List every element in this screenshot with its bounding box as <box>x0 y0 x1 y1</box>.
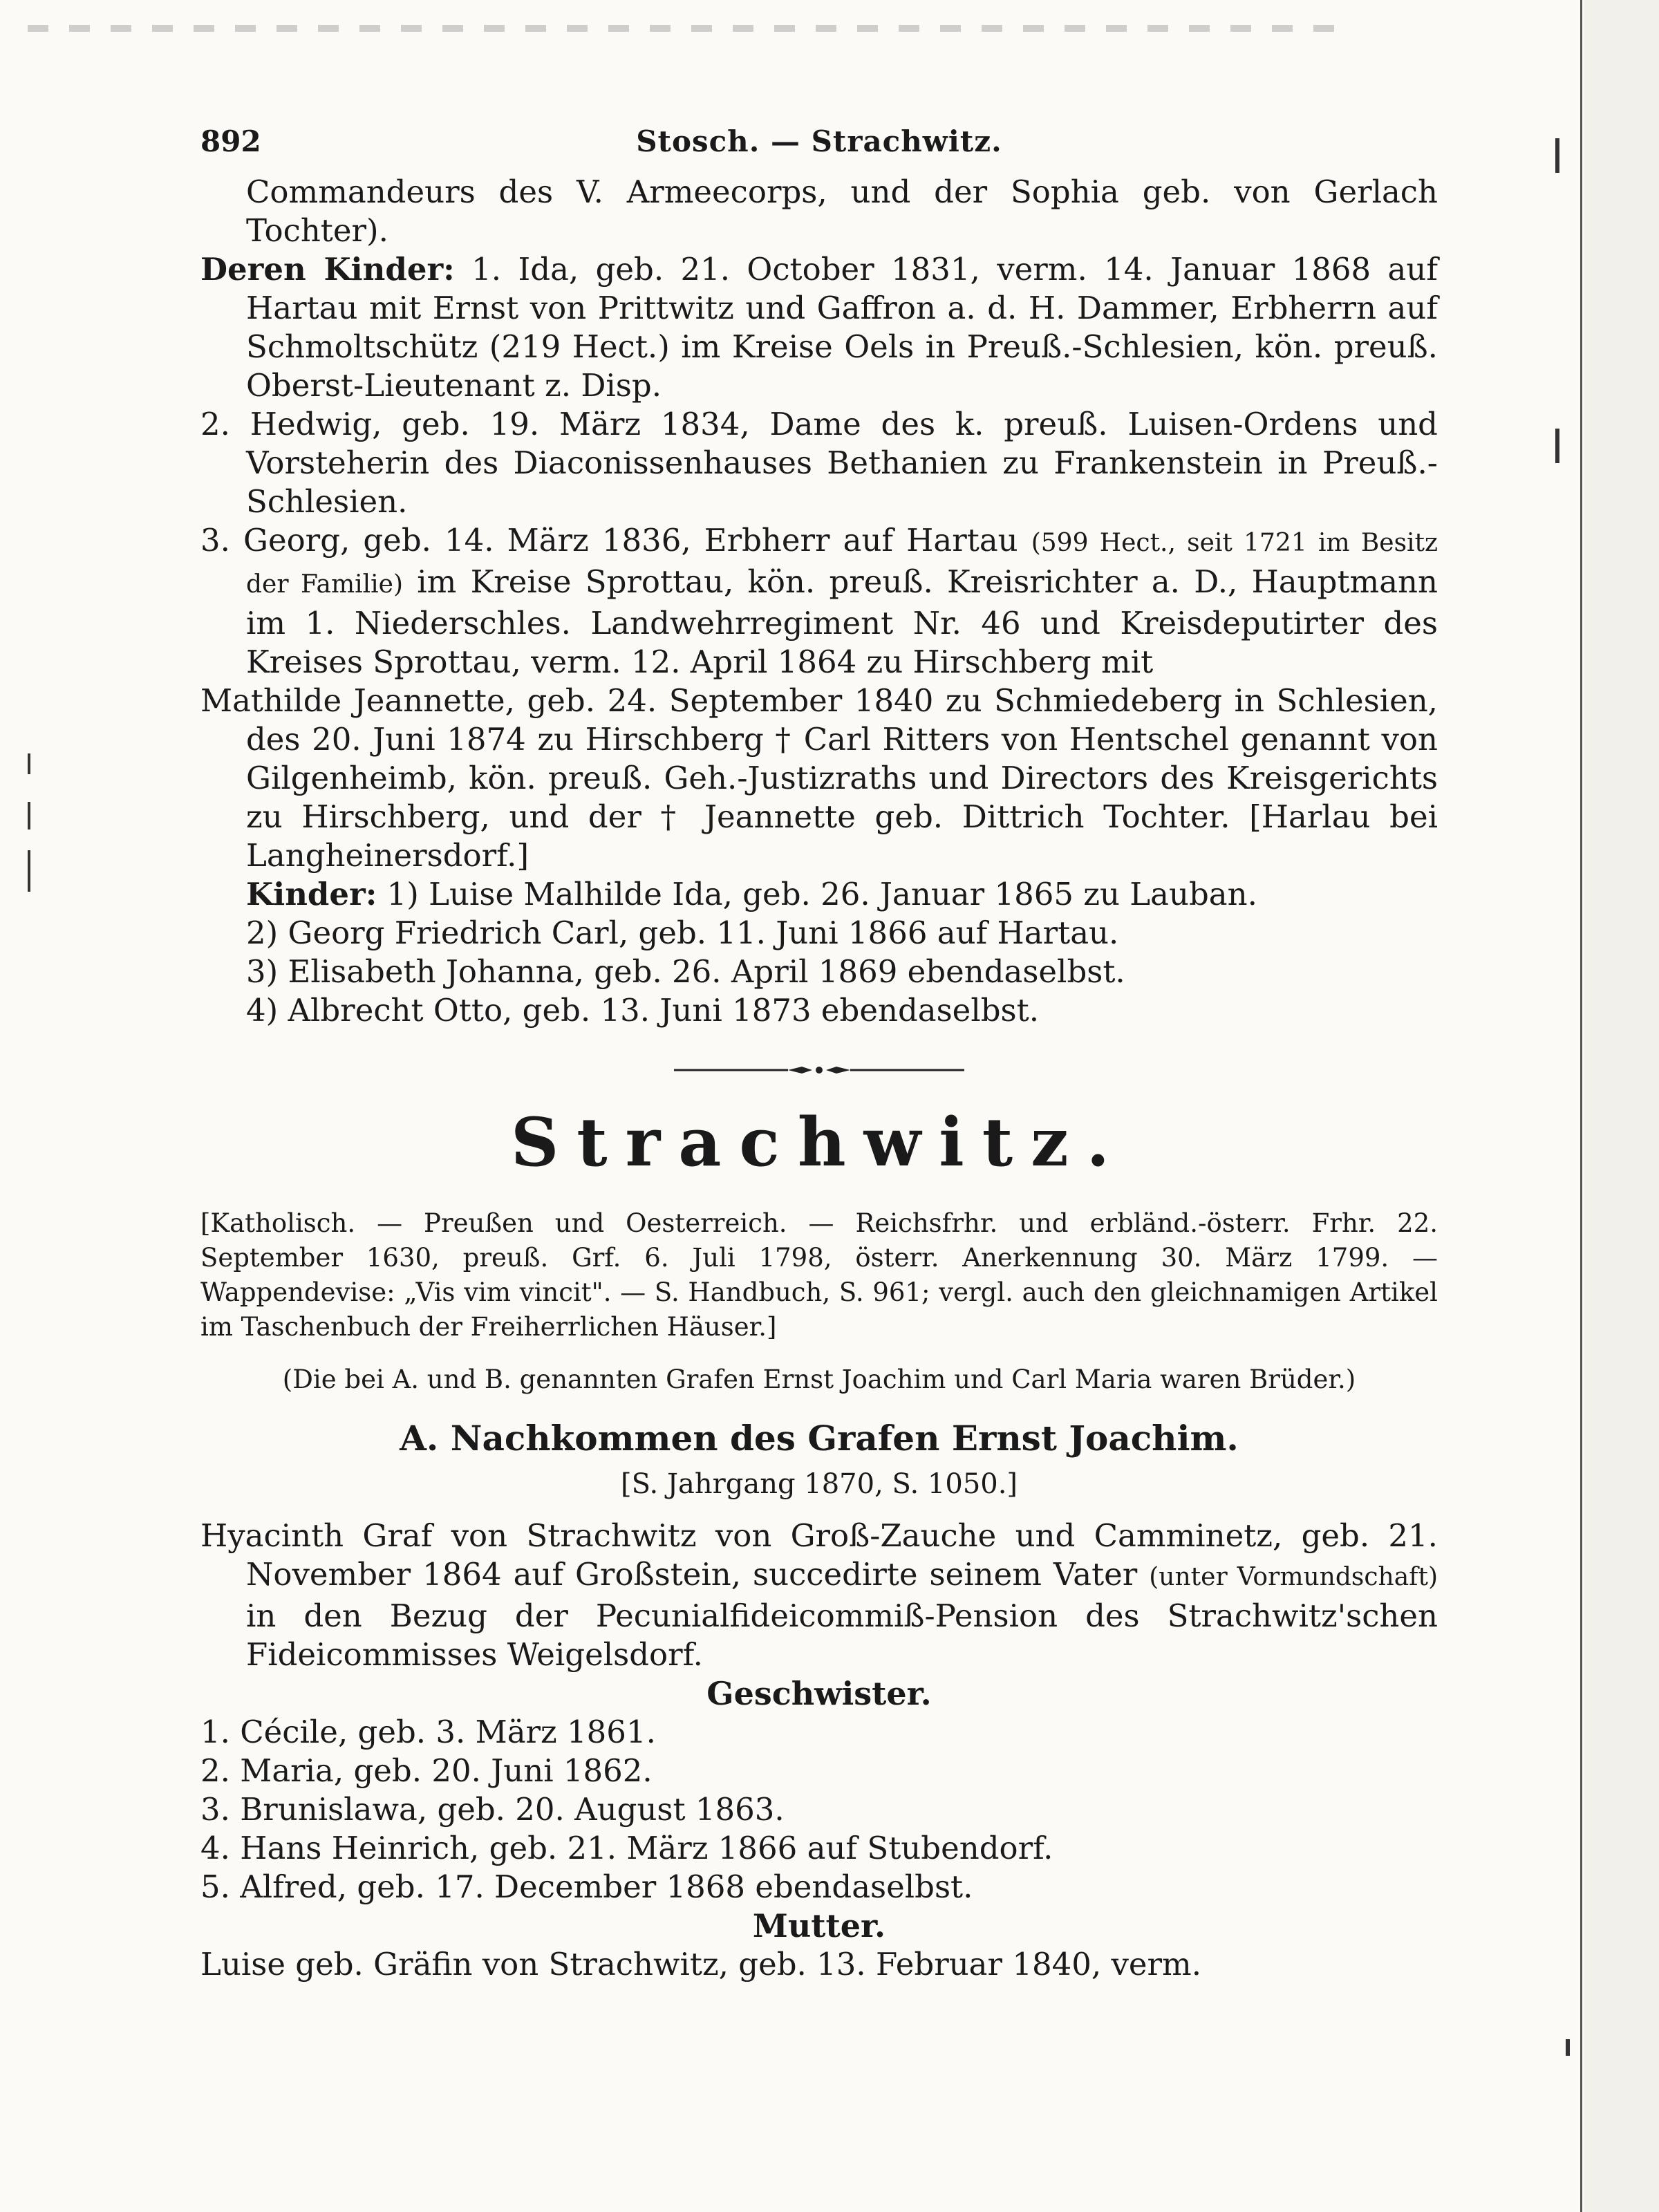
child-3-text-b: im Kreise Sprottau, kön. preuß. Kreisrichter a. D., Hauptmann im 1. Niederschles. Landwehrregiment Nr. 46 und Kreisdeputirter des Kreises Sprottau, verm. 12. April 1864 zu Hirschberg mit <box>246 563 1438 680</box>
sibling-3: 3. Brunislawa, geb. 20. August 1863. <box>200 1791 785 1828</box>
grandchildren-label: Kinder: <box>246 876 377 912</box>
stosch-child-3 <box>200 521 1438 682</box>
sibling-1: 1. Cécile, geb. 3. März 1861. <box>200 1714 656 1750</box>
mother-entry: Luise geb. Gräfin von Strachwitz, geb. 13. Februar 1840, verm. <box>200 1946 1201 1983</box>
section-divider-ornament <box>200 1065 1438 1076</box>
sibling-5: 5. Alfred, geb. 17. December 1868 ebendaselbst. <box>200 1868 973 1905</box>
stosch-spouse: Mathilde Jeannette, geb. 24. September 1840 zu Schmiedeberg in Schlesien, des 20. Juni 1874 zu Hirschberg † Carl Ritters von Hentschel genannt von Gilgenheimb, kön. preuß. Geh.-Justizraths und Directors des Kreisgerichts zu Hirschberg, und der † Jeannette geb. Dittrich Tochter. [Harlau bei Langheinersdorf.] <box>200 682 1438 874</box>
document-page <box>200 124 1438 1984</box>
grandchildren-list <box>200 875 1438 1030</box>
sibling-4: 4. Hans Heinrich, geb. 21. März 1866 auf Stubendorf. <box>200 1830 1053 1866</box>
brothers-note: (Die bei A. und B. genannten Grafen Ernst Joachim und Carl Maria waren Brüder.) <box>282 1365 1356 1394</box>
mother-heading: Mutter. <box>752 1907 886 1944</box>
stosch-continuation: Commandeurs des V. Armeecorps, und der Sophia geb. von Gerlach Tochter). <box>246 174 1438 249</box>
child-3-text-a: 3. Georg, geb. 14. März 1836, Erbherr auf Hartau <box>200 522 1018 559</box>
sibling-2: 2. Maria, geb. 20. Juni 1862. <box>200 1752 653 1789</box>
adjacent-page-margin <box>1584 0 1659 2212</box>
section-a-reference: [S. Jahrgang 1870, S. 1050.] <box>620 1468 1018 1500</box>
grandchild-4: 4) Albrecht Otto, geb. 13. Juni 1873 ebendaselbst. <box>246 992 1039 1029</box>
guardianship-note: (unter Vormundschaft) <box>1149 1563 1438 1591</box>
running-title: Stosch. — Strachwitz. <box>636 124 1002 158</box>
grandchild-3: 3) Elisabeth Johanna, geb. 26. April 1869 ebendaselbst. <box>246 953 1125 990</box>
scan-artifact-top <box>28 25 1341 32</box>
siblings-heading: Geschwister. <box>706 1675 932 1712</box>
section-a-title: A. Nachkommen des Grafen Ernst Joachim. <box>400 1418 1239 1459</box>
family-note: [Katholisch. — Preußen und Oesterreich. — Reichsfrhr. und erbländ.-österr. Frhr. 22. September 1630, preuß. Grf. 6. Juli 1798, österr. Anerkennung 30. März 1799. — Wappendevise: „Vis vim vincit". — S. Handbuch, S. 961; vergl. auch den gleichnamigen Artikel im Taschenbuch der Freiherrlichen Häuser.] <box>200 1208 1438 1342</box>
family-title: Strachwitz. <box>510 1103 1128 1181</box>
grandchild-2: 2) Georg Friedrich Carl, geb. 11. Juni 1866 auf Hartau. <box>246 915 1119 951</box>
page-number: 892 <box>200 124 261 158</box>
child-1-text: 1. Ida, geb. 21. October 1831, verm. 14. Januar 1868 auf Hartau mit Ernst von Prittwitz und Gaffron a. d. H. Dammer, Erbherrn auf Schmoltschütz (219 Hect.) im Kreise Oels in Preuß.-Schlesien, kön. preuß. Oberst-Lieutenant z. Disp. <box>246 251 1438 404</box>
stosch-child-1 <box>200 250 1438 405</box>
child-3-estate-note: (599 Hect., seit 1721 im Besitz der Familie) <box>246 529 1438 599</box>
children-label: Deren Kinder: <box>200 251 455 288</box>
running-header <box>200 124 1438 173</box>
head-of-line: Hyacinth Graf von Strachwitz von Groß-Zauche und Camminetz, geb. 21. November 1864 auf Großstein, succedirte seinem Vater (unter Vormundschaft) in den Bezug der Pecunialfideicommiß-Pension des Strachwitz'schen Fideicommisses Weigelsdorf. <box>200 1517 1438 1673</box>
page-edge-rule <box>1580 0 1582 2212</box>
stosch-child-2: 2. Hedwig, geb. 19. März 1834, Dame des k. preuß. Luisen-Ordens und Vorsteherin des Diaconissenhauses Bethanien zu Frankenstein in Preuß.-Schlesien. <box>200 406 1438 520</box>
grandchild-1: Kinder: 1) Luise Malhilde Ida, geb. 26. Januar 1865 zu Lauban. <box>246 876 1257 912</box>
